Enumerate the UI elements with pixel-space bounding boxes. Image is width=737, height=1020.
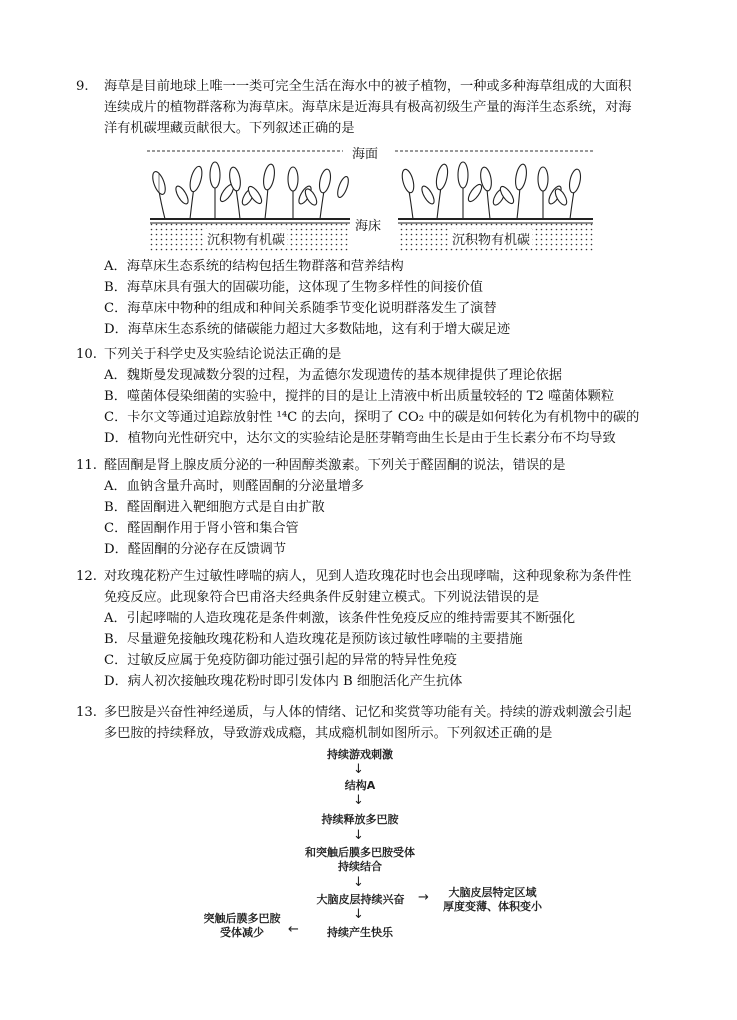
arrow-down-icon: ↓ (353, 762, 364, 777)
sediment-carbon-label-right: 沉积物有机碳 (450, 229, 532, 248)
question-number: 9. (76, 79, 89, 94)
flow-step-cortex-excited: 大脑皮层持续兴奋 (316, 893, 405, 906)
option-a[interactable]: A．海草床生态系统的结构包括生物群落和营养结构 (104, 259, 404, 274)
arrow-right-icon: → (418, 890, 429, 905)
option-b[interactable]: B．海草床具有强大的固碳功能，这体现了生物多样性的间接价值 (104, 280, 483, 295)
sediment-carbon-label-left: 沉积物有机碳 (205, 229, 287, 248)
option-a[interactable]: A．引起哮喘的人造玫瑰花是条件刺激，该条件性免疫反应的维持需要其不断强化 (104, 611, 576, 626)
option-b[interactable]: B．尽量避免接触玫瑰花粉和人造玫瑰花是预防该过敏性哮喘的主要措施 (104, 632, 523, 647)
question-stem-line: 多巴胺是兴奋性神经递质，与人体的情绪、记忆和奖赏等功能有关。持续的游戏刺激会引起 (104, 705, 632, 720)
option-c[interactable]: C．醛固酮作用于肾小管和集合管 (104, 521, 299, 536)
question-11 (76, 455, 696, 560)
flow-step-receptor-reduced (192, 912, 292, 940)
option-a[interactable]: A．魏斯曼发现减数分裂的过程，为孟德尔发现遗传的基本规律提供了理论依据 (104, 368, 562, 383)
question-stem-line: 下列关于科学史及实验结论说法正确的是 (104, 347, 342, 362)
question-number: 13. (76, 705, 97, 720)
question-stem-line: 醛固酮是肾上腺皮质分泌的一种固醇类激素。下列关于醛固酮的说法，错误的是 (104, 458, 566, 473)
option-b[interactable]: B．噬菌体侵染细菌的实验中，搅拌的目的是让上清液中析出质量较轻的 T2 噬菌体颗粒 (104, 389, 615, 404)
question-10 (76, 344, 696, 449)
option-d[interactable]: D．醛固酮的分泌存在反馈调节 (104, 542, 287, 557)
question-stem-line: 多巴胺的持续释放，导致游戏成瘾，其成瘾机制如图所示。下列叙述正确的是 (104, 726, 553, 741)
question-stem-line: 免疫反应。此现象符合巴甫洛夫经典条件反射建立模式。下列说法错误的是 (104, 590, 540, 605)
option-a[interactable]: A．血钠含量升高时，则醛固酮的分泌量增多 (104, 479, 365, 494)
question-stem-line: 连续成片的植物群落称为海草床。海草床是近海具有极高初级生产量的海洋生态系统，对海 (104, 100, 632, 115)
question-number: 12. (76, 569, 97, 584)
option-d[interactable]: D．植物向光性研究中，达尔文的实验结论是胚芽鞘弯曲生长是由于生长素分布不均导致 (104, 431, 616, 446)
flow-step-release-dopamine: 持续释放多巴胺 (321, 813, 399, 826)
flow-text-line: 受体减少 (220, 926, 264, 939)
arrow-down-icon: ↓ (353, 907, 364, 922)
question-number: 11. (76, 458, 97, 473)
arrow-left-icon: ← (288, 922, 299, 937)
flow-step-cortex-thinning (430, 886, 555, 914)
option-c[interactable]: C．海草床中物种的组成和种间关系随季节变化说明群落发生了演替 (104, 301, 497, 316)
sea-surface-label: 海面 (350, 143, 380, 162)
flow-step-pleasure: 持续产生快乐 (327, 926, 393, 939)
flow-step-game-stimulus: 持续游戏刺激 (327, 748, 393, 761)
flow-text-line: 突触后膜多巴胺 (203, 912, 281, 925)
flow-text-line: 大脑皮层特定区域 (448, 886, 537, 899)
flow-text-line: 厚度变薄、体积变小 (443, 900, 542, 913)
option-b[interactable]: B．醛固酮进入靶细胞方式是自由扩散 (104, 500, 325, 515)
flow-step-bind-receptor (270, 846, 450, 874)
question-stem-line: 洋有机碳埋藏贡献很大。下列叙述正确的是 (104, 121, 355, 136)
option-c[interactable]: C．卡尔文等通过追踪放射性 ¹⁴C 的去向，探明了 CO₂ 中的碳是如何转化为有机物中的碳的 (104, 410, 640, 425)
question-9-options (76, 256, 696, 340)
option-c[interactable]: C．过敏反应属于免疫防御功能过强引起的异常的特异性免疫 (104, 653, 457, 668)
question-number: 10. (76, 347, 97, 362)
question-12 (76, 566, 696, 692)
seagrass-bed-figure (145, 143, 595, 255)
seabed-label: 海床 (353, 215, 383, 234)
question-stem-line: 海草是目前地球上唯一一类可完全生活在海水中的被子植物，一种或多种海草组成的大面积 (104, 79, 632, 94)
arrow-down-icon: ↓ (353, 875, 364, 890)
arrow-down-icon: ↓ (353, 828, 364, 843)
option-d[interactable]: D．海草床生态系统的储碳能力超过大多数陆地，这有利于增大碳足迹 (104, 322, 511, 337)
flow-step-structure-a: 结构A (344, 779, 376, 792)
flow-text-line: 持续结合 (338, 860, 382, 873)
flow-text-line: 和突触后膜多巴胺受体 (305, 846, 415, 859)
question-9 (76, 76, 696, 139)
question-13 (76, 702, 696, 744)
arrow-down-icon: ↓ (353, 793, 364, 808)
option-d[interactable]: D．病人初次接触玫瑰花粉时即引发体内 B 细胞活化产生抗体 (104, 674, 463, 689)
question-stem-line: 对玫瑰花粉产生过敏性哮喘的病人，见到人造玫瑰花时也会出现哮喘，这种现象称为条件性 (104, 569, 632, 584)
